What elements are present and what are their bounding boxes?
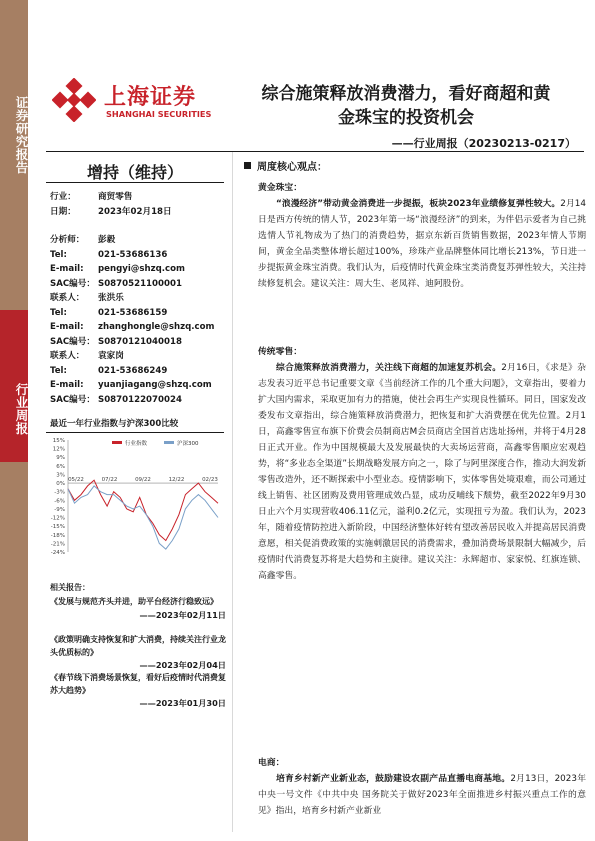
rating-label: 增持（维持） [86,163,183,182]
analyst-value: 袁家岗 [98,351,124,361]
analyst-value: 021-53686159 [98,307,168,318]
rating-divider [46,182,224,183]
section-heading [244,158,327,173]
left-sidebar [0,0,28,841]
related-report-item [50,634,226,672]
ecommerce-body: 2月13日，2023年中央一号文件《中共中央 国务院关于做好2023年全面推进乡村振兴重点工作的意见》指出，培育乡村新产业新业 [258,774,586,816]
meta-key: 行业： [50,192,76,202]
x-tick-label: 09/22 [135,477,151,484]
retail-paragraph [258,360,586,584]
ecommerce-lead: 培育乡村新产业新业态，鼓励建设农副产品直播电商基地。 [276,774,511,784]
analyst-value: S0870121040018 [98,336,182,347]
analyst-row [50,349,214,364]
y-tick-label: 9% [56,455,65,462]
y-tick-label: 12% [52,446,65,453]
analyst-email[interactable]: pengyi@shzq.com [98,264,185,274]
column-divider [232,152,233,832]
analyst-value: S0870521100001 [98,278,182,289]
analyst-value: S0870122070024 [98,394,182,405]
ecommerce-paragraph [258,771,586,819]
meta-row [50,190,172,205]
gold-paragraph [258,196,586,292]
meta-value: 2023年02月18日 [98,206,172,217]
meta-value: 商贸零售 [98,192,133,202]
related-reports-title: 相关报告： [50,583,90,592]
ecommerce-section [258,755,586,819]
company-logo [52,74,222,128]
gold-heading: 黄金珠宝： [258,183,302,193]
y-tick-label: -6% [54,498,65,505]
analyst-row [50,277,214,292]
analyst-row [50,306,214,321]
analyst-block [50,233,214,407]
related-report-link[interactable]: 《政策明确支持恢复和扩大消费，持续关注行业龙头优质标的》 [50,635,226,657]
analyst-row [50,364,214,379]
report-title-line-2: 金珠宝的投资机会 [338,108,474,128]
analyst-value: 021-53686249 [98,365,168,376]
analyst-key: 联系人： [50,293,85,303]
legend-swatch [164,441,174,444]
analyst-value: 张洪乐 [98,293,124,303]
analyst-row [50,291,214,306]
retail-section [258,344,586,584]
meta-block [50,190,172,219]
section-heading-text: 周度核心观点： [257,162,327,173]
performance-chart [46,436,226,561]
y-tick-label: -18% [50,532,65,539]
x-tick-label: 05/22 [68,477,84,484]
related-report-date: ——2023年02月04日 [139,660,226,670]
analyst-key: Tel: [50,307,67,318]
analyst-key: E-mail: [50,322,84,332]
analyst-row [50,248,214,263]
logo-emblem-icon [52,78,96,122]
series-line [68,486,218,549]
y-tick-label: 3% [56,472,65,479]
retail-lead: 综合施策释放消费潜力，关注线下商超的加速复苏机会。 [276,363,502,373]
y-tick-label: 15% [52,438,65,444]
y-tick-label: 6% [56,463,65,470]
analyst-key: SAC编号： [50,278,95,289]
sidebar-report-category: 行业周报 [14,383,29,435]
chart-title: 最近一年行业指数与沪深300比较 [50,419,179,429]
gold-section [258,180,586,292]
analyst-row [50,393,214,408]
gold-body: 2月14日是西方传统的情人节，2023年第一场“浪漫经济”的到来，为伴侣示爱者为自己挑选情人节礼物成为了热门的消费趋势，据京东新百货销售数据，2023年情人节期间，黄金全品类整体增长超过100%，珍珠产业品牌整体同比增长213%，节日进一步提振黄金珠宝消费。我们认为，后疫情时代黄金珠宝类消费复苏弹性较大，关注持续修复机会。建议关注：周大生、老凤祥、迪阿股份。 [258,199,586,289]
report-subtitle: ——行业周报（20230213-0217） [391,137,576,150]
analyst-row [50,262,214,277]
analyst-row [50,233,214,248]
analyst-row [50,320,214,335]
header-divider [46,151,584,152]
logo-name-cn: 上海证券 [104,85,197,110]
ecommerce-heading: 电商： [258,758,285,768]
bullet-square-icon [244,162,251,169]
y-tick-label: -24% [50,550,65,556]
y-tick-label: -12% [50,515,65,522]
meta-row [50,205,172,220]
analyst-email[interactable]: zhanghongle@shzq.com [98,322,215,332]
analyst-row [50,378,214,393]
retail-body: 2月16日，《求是》杂志发表习近平总书记重要文章《当前经济工作的几个重大问题》，文章指出，要着力扩大国内需求，采取更加有力的措施，使社会再生产实现良性循环。同日，国家发改委发布文章指出，综合施策释放消费潜力，把恢复和扩大消费摆在优先位置。2月1日，高鑫零售宣布旗下价费会员制商店M会员商店全国首店选址扬州，并将于4月28日正式开业。作为中国规模最大及发展最快的大卖场运营商，高鑫零售顺应宏观趋势，将“多业态全渠道”长期战略发展方向之一，除了与阿里深度合作，推动大润发新零售改造外，还不断探索中小型业态。疫情影响下，实体零售处境艰难，而公司通过线上销售、社区团购及费用管理成效凸显，成功反哺线下颓势，截至2022年9月30日止六个月实现营收406.11亿元，溢利0.2亿元，实现扭亏为盈。我们认为，2023年，随着疫情防控进入新阶段，中国经济整体好转有望改善居民收入并提高居民消费意愿，相关促消费政策的实施刺激居民的消费需求，叠加消费场景限制大幅减少，后疫情时代消费复苏将是大趋势和主旋律。建议关注：永辉超市、家家悦、红旗连锁、高鑫零售。 [258,363,586,581]
retail-heading: 传统零售： [258,347,302,357]
y-tick-label: -21% [50,541,65,548]
analyst-key: 联系人： [50,351,85,361]
meta-key: 日期： [50,206,76,217]
related-report-link[interactable]: 《发展与规范齐头并进，助平台经济行稳致远》 [50,597,218,606]
legend-label: 行业指数 [125,441,148,447]
logo-name-en: SHANGHAI SECURITIES [106,109,212,119]
analyst-key: Tel: [50,365,67,376]
related-report-date: ——2023年01月30日 [139,698,226,708]
related-report-link[interactable]: 《春节线下消费场景恢复，看好后疫情时代消费复苏大趋势》 [50,673,226,695]
x-tick-label: 07/22 [101,477,118,484]
analyst-key: E-mail: [50,264,84,274]
gold-lead: “浪漫经济”带动黄金消费进一步提振，板块2023年业绩修复弹性较大。 [276,199,561,209]
related-report-date: ——2023年02月11日 [139,609,226,620]
x-tick-label: 02/23 [202,477,218,484]
sidebar-bottom-band [0,462,28,841]
analyst-value: 021-53686136 [98,249,168,260]
related-report-item [50,596,226,621]
report-title [236,82,576,130]
y-tick-label: -15% [50,524,65,531]
report-title-line-1: 综合施策释放消费潜力，看好商超和黄 [261,84,551,104]
related-report-item [50,672,226,710]
legend-swatch [112,441,122,444]
analyst-key: SAC编号： [50,394,95,405]
analyst-key: E-mail: [50,380,84,390]
analyst-key: SAC编号： [50,336,95,347]
analyst-key: 分析师： [50,235,85,245]
chart-title-divider [46,432,224,433]
sidebar-report-type: 证券研究报告 [14,96,29,174]
legend-label: 沪深300 [177,441,199,447]
x-tick-label: 12/22 [168,477,185,484]
analyst-email[interactable]: yuanjiagang@shzq.com [98,380,212,390]
y-tick-label: -9% [54,506,65,513]
y-tick-label: -3% [54,489,65,496]
analyst-row [50,335,214,350]
analyst-key: Tel: [50,249,67,260]
y-tick-label: 0% [56,481,65,488]
analyst-value: 彭毅 [98,235,116,245]
